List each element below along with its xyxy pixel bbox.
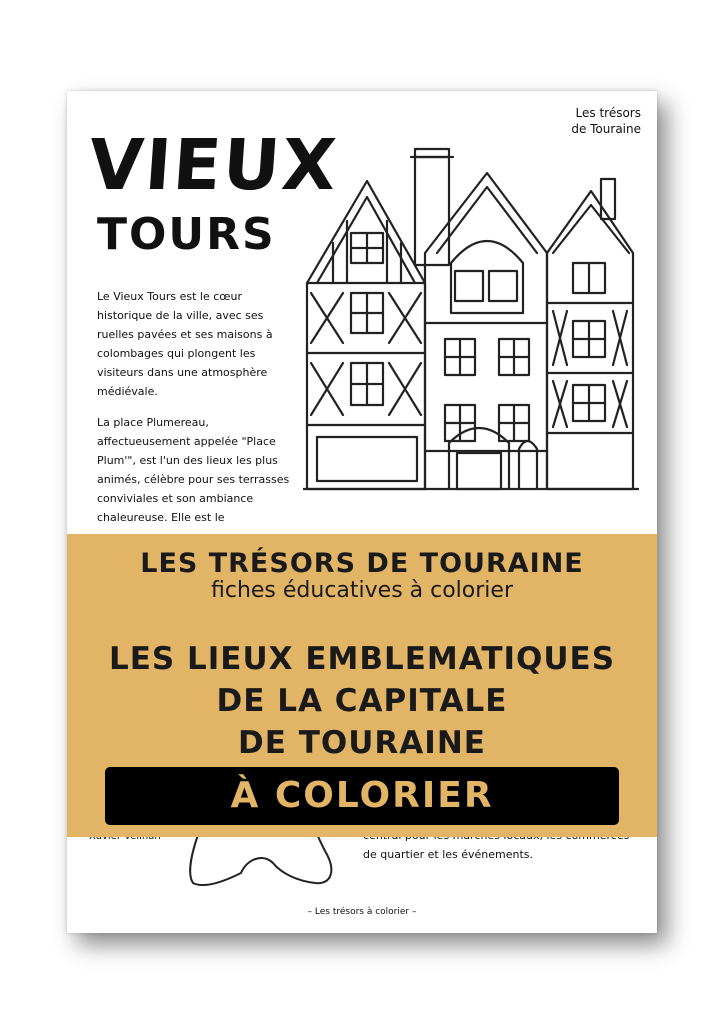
page-footer: – Les trésors à colorier – bbox=[307, 907, 417, 917]
page-title-line1: VIEUX bbox=[86, 124, 341, 206]
half-timbered-houses-illustration bbox=[303, 143, 639, 493]
promo-banner bbox=[67, 534, 657, 837]
banner-heading-line: DE LA CAPITALE bbox=[216, 683, 508, 719]
series-title: LES TRÉSORS DE TOURAINE bbox=[140, 548, 584, 579]
banner-heading-line: LES LIEUX EMBLEMATIQUES bbox=[108, 641, 616, 677]
series-subtitle: fiches éducatives à colorier bbox=[211, 578, 513, 603]
intro-paragraph: Le Vieux Tours est le cœur historique de la ville, avec ses ruelles pavées et ses maisons à colombages qui plongent les visiteurs dans une atmosphère médiévale. bbox=[97, 290, 273, 398]
brand-label: Les trésors de Touraine bbox=[571, 106, 641, 136]
banner-heading-line: DE TOURAINE bbox=[238, 725, 486, 761]
page-title-line2: TOURS bbox=[97, 209, 276, 260]
coloring-label-bar: À COLORIER bbox=[105, 767, 619, 825]
right-paragraph: de quartier et les événements. bbox=[363, 848, 534, 861]
banner-heading bbox=[67, 638, 657, 764]
place-plumereau-paragraph: La place Plumereau, affectueusement appelée "Place Plum'", est l'un des lieux les plus animés, célèbre pour ses terrasses conviviales et son ambiance chaleureuse. Elle est le bbox=[97, 416, 290, 524]
